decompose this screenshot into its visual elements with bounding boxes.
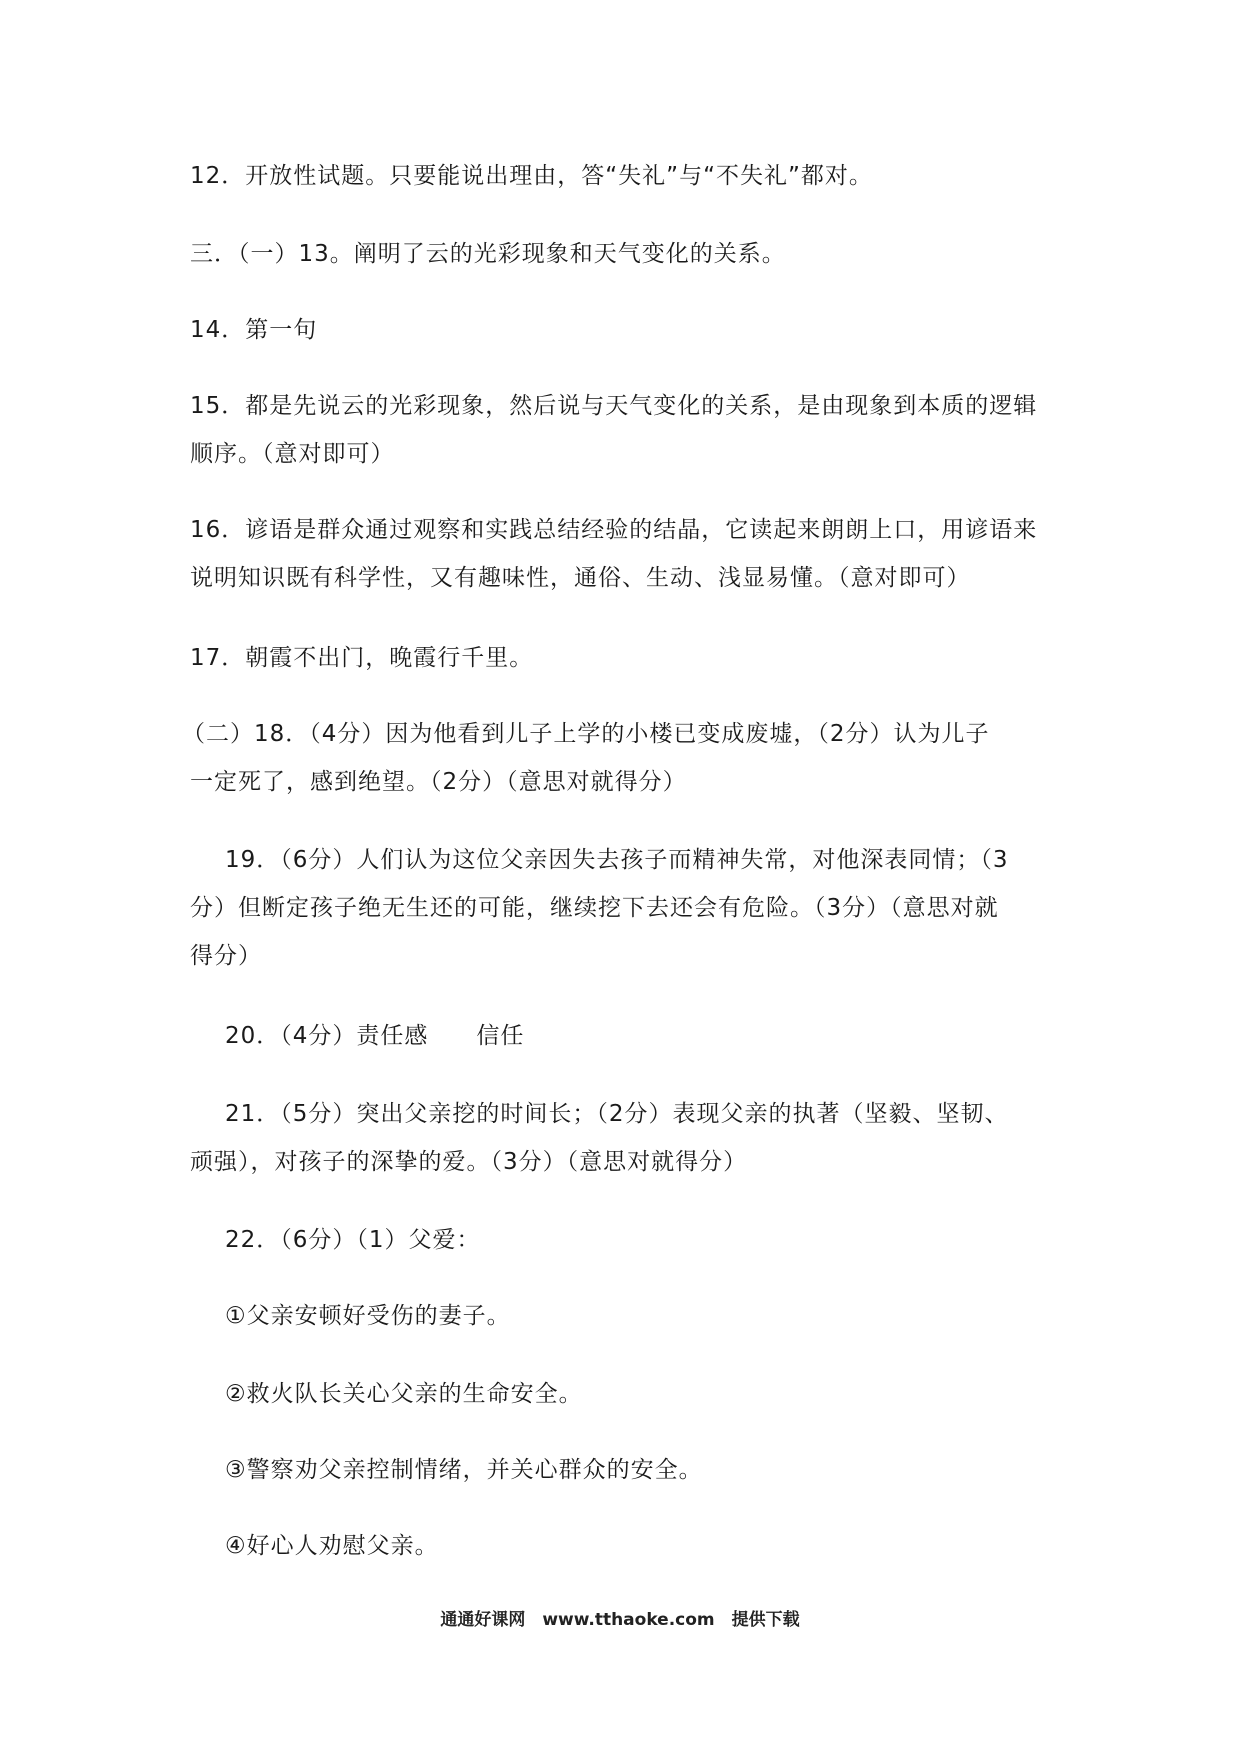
answer-16 — [190, 506, 1070, 602]
answer-20-text: 20．（4分）责任感 信任 — [225, 1023, 525, 1049]
answer-22-item-4-text: ④好心人劝慰父亲。 — [225, 1533, 439, 1559]
answer-19-line-2: 分）但断定孩子绝无生还的可能，继续挖下去还会有危险。（3分）（意思对就 — [190, 895, 999, 921]
answer-19-line-1: 19．（6分）人们认为这位父亲因失去孩子而精神失常，对他深表同情；（3 — [225, 847, 1009, 873]
answer-18 — [182, 710, 1062, 806]
answer-15-line-2: 顺序。（意对即可） — [190, 441, 395, 467]
answer-22 — [225, 1216, 1070, 1264]
answer-21 — [190, 1090, 1070, 1186]
answer-17 — [190, 634, 1070, 682]
answer-19-line-3: 得分） — [190, 943, 262, 969]
answer-22-item-1-text: ①父亲安顿好受伤的妻子。 — [225, 1303, 511, 1329]
answer-12-text: 12．开放性试题。只要能说出理由，答“失礼”与“不失礼”都对。 — [190, 163, 873, 189]
answer-21-line-1: 21．（5分）突出父亲挖的时间长；（2分）表现父亲的执著（坚毅、坚韧、 — [225, 1101, 1009, 1127]
answer-15 — [190, 382, 1070, 478]
answer-14 — [190, 306, 1070, 354]
answer-21-line-2: 顽强），对孩子的深挚的爱。（3分）（意思对就得分） — [190, 1149, 748, 1175]
answer-13-text: 三．（一）13。阐明了云的光彩现象和天气变化的关系。 — [190, 241, 786, 267]
answer-16-line-2: 说明知识既有科学性，又有趣味性，通俗、生动、浅显易懂。（意对即可） — [190, 565, 971, 591]
page-footer: 通通好课网 www.tthaoke.com 提供下载 — [440, 1610, 800, 1630]
answer-22-item-4 — [225, 1522, 1070, 1570]
answer-22-item-3-text: ③警察劝父亲控制情绪，并关心群众的安全。 — [225, 1457, 703, 1483]
answer-22-item-2-text: ②救火队长关心父亲的生命安全。 — [225, 1381, 583, 1407]
answer-18-line-1: （二）18．（4分）因为他看到儿子上学的小楼已变成废墟，（2分）认为儿子 — [182, 721, 990, 747]
answer-20 — [225, 1012, 1070, 1060]
answer-12 — [190, 152, 1070, 200]
answer-18-line-2: 一定死了，感到绝望。（2分）（意思对就得分） — [190, 769, 687, 795]
answer-14-text: 14．第一句 — [190, 317, 318, 343]
answer-22-item-3 — [225, 1446, 1070, 1494]
answer-15-line-1: 15．都是先说云的光彩现象，然后说与天气变化的关系，是由现象到本质的逻辑 — [190, 393, 1038, 419]
answer-13 — [190, 230, 1070, 278]
answer-17-text: 17．朝霞不出门，晚霞行千里。 — [190, 645, 534, 671]
answer-22-text: 22．（6分）（1）父爱： — [225, 1227, 481, 1253]
answer-19 — [190, 836, 1070, 980]
answer-22-item-2 — [225, 1370, 1070, 1418]
answer-22-item-1 — [225, 1292, 1070, 1340]
answer-16-line-1: 16．谚语是群众通过观察和实践总结经验的结晶，它读起来朗朗上口，用谚语来 — [190, 517, 1038, 543]
